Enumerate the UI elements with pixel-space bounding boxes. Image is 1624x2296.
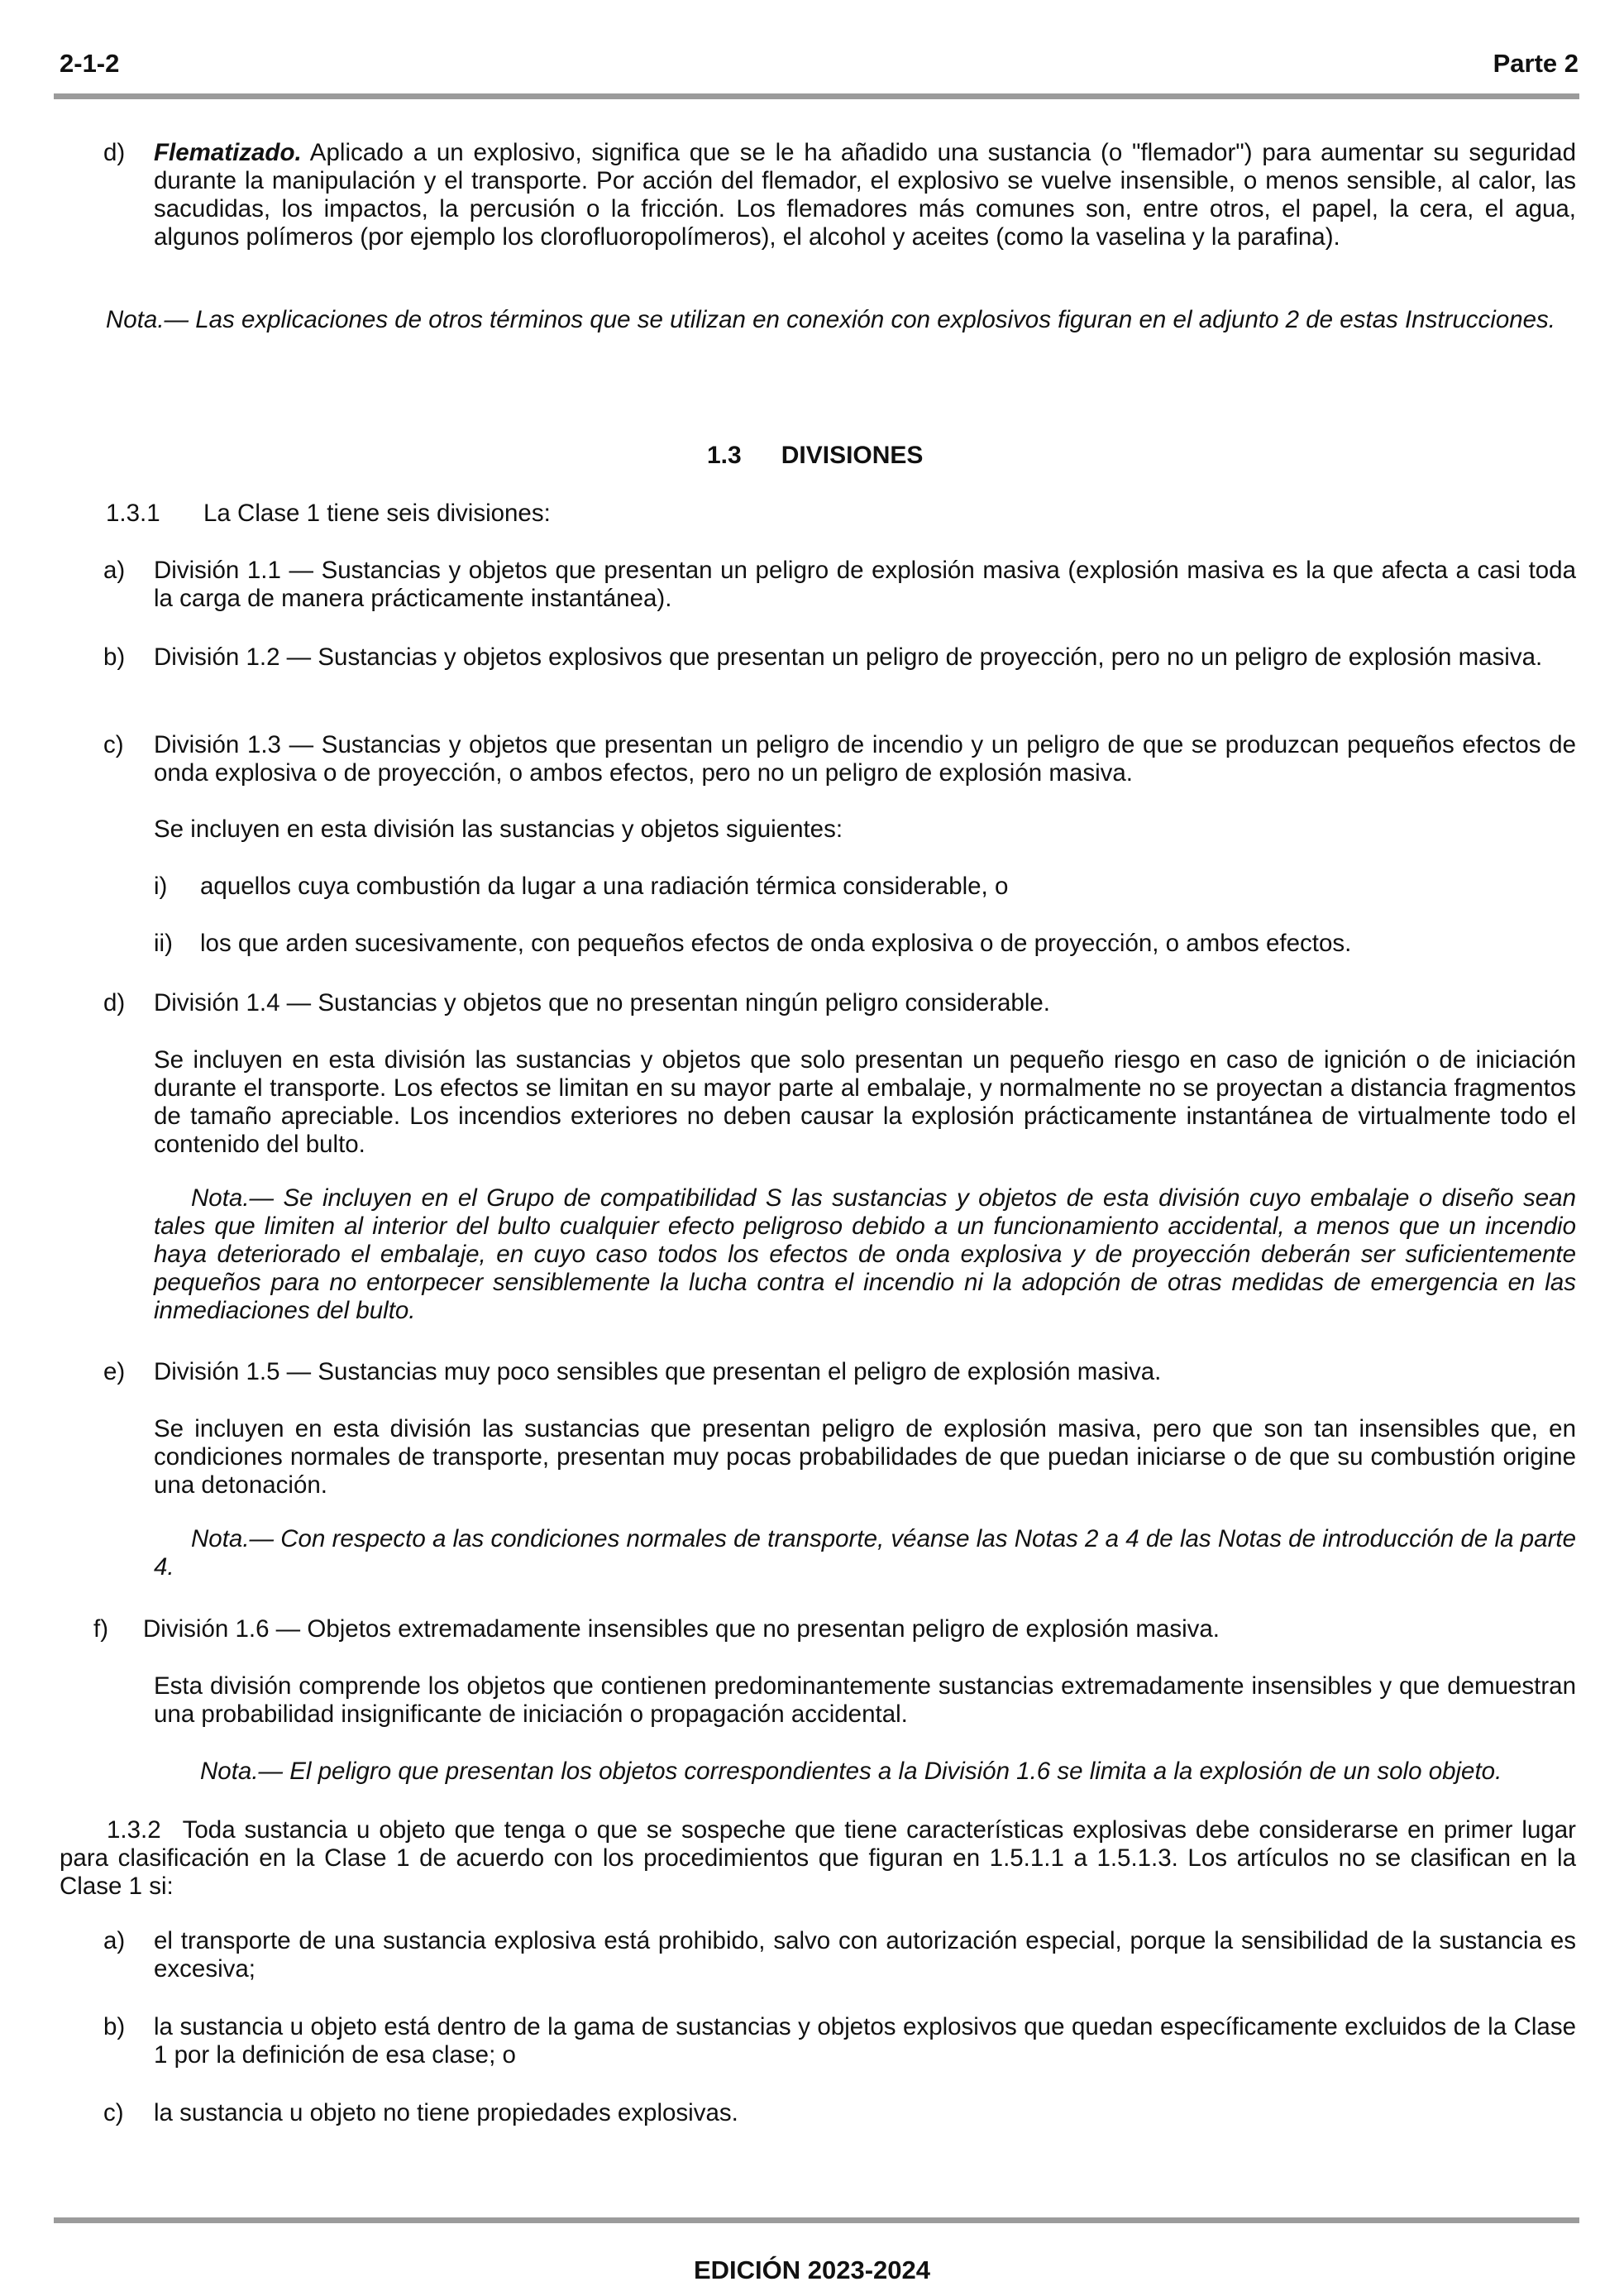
paragraph-text: La Clase 1 tiene seis divisiones:: [203, 500, 551, 527]
definition-body: Aplicado a un explosivo, significa que se le ha añadido una sustancia (o "flemador") para aumentar su seguridad durante la manipulación y el transporte. Por acción del flemador, el explosivo se vuelve insensible, o menos sensible, al calor, las sacudidas, los impactos, la percusión o la fricción. Los flemadores más comunes son, entre otros, el papel, la cera, el agua, algunos polímeros (por ejemplo los clorofluoropolímeros), el alcohol y aceites (como la vaselina y la parafina).: [154, 139, 1576, 251]
division-1-3: División 1.3 — Sustancias y objetos que presentan un peligro de incendio y un peligro de que se produzcan pequeños efectos de onda explosiva o de proyección, o ambos efectos, pero no un peligro de explosión masiva.: [154, 731, 1576, 787]
division-1-6-note: Nota.— El peligro que presentan los objetos correspondientes a la División 1.6 se limita a la explosión de un solo objeto.: [200, 1758, 1502, 1785]
paragraph-number: 1.3.1: [106, 500, 160, 527]
sublist-item: aquellos cuya combustión da lugar a una radiación térmica considerable, o: [200, 873, 1009, 900]
division-1-3-includes: Se incluyen en esta división las sustancias y objetos siguientes:: [154, 816, 843, 843]
division-1-6-includes: Esta división comprende los objetos que contienen predominantemente sustancias extremadamente insensibles y que demuestran una probabilidad insignificante de iniciación o propagación accidental.: [154, 1672, 1576, 1728]
list-marker: f): [93, 1615, 109, 1643]
list-marker: a): [103, 1927, 126, 1954]
condition-item: la sustancia u objeto no tiene propiedades explosivas.: [154, 2099, 738, 2126]
header-rule: [54, 93, 1579, 99]
division-1-1: División 1.1 — Sustancias y objetos que presentan un peligro de explosión masiva (explosión masiva es la que afecta a casi toda la carga de manera prácticamente instantánea).: [154, 557, 1576, 612]
list-marker: d): [103, 989, 126, 1016]
paragraph-text: Toda sustancia u objeto que tenga o que se sospeche que tiene características explosivas debe considerarse en primer lugar para clasificación en la Clase 1 de acuerdo con los procedimientos que figuran en 1.5.1.1 a 1.5.1.3. Los artículos no se clasifican en la Clase 1 si:: [60, 1816, 1576, 1900]
section-title: [707, 442, 923, 470]
part-label: Parte 2: [1493, 49, 1579, 78]
paragraph-number: 1.3.2: [107, 1816, 161, 1844]
list-marker: b): [103, 2013, 126, 2040]
list-marker: a): [103, 557, 126, 584]
footer-rule: [54, 2217, 1579, 2223]
list-marker: b): [103, 643, 126, 671]
definition-text: [154, 139, 1576, 251]
sublist-item: los que arden sucesivamente, con pequeños efectos de onda explosiva o de proyección, o ambos efectos.: [200, 930, 1352, 957]
list-marker: c): [103, 731, 124, 758]
section-number: 1.3: [707, 442, 742, 469]
condition-item: la sustancia u objeto está dentro de la gama de sustancias y objetos explosivos que quedan específicamente excluidos de la Clase 1 por la definición de esa clase; o: [154, 2013, 1576, 2069]
condition-item: el transporte de una sustancia explosiva está prohibido, salvo con autorización especial, porque la sensibilidad de la sustancia es excesiva;: [154, 1927, 1576, 1983]
section-name: DIVISIONES: [781, 442, 924, 469]
paragraph-1-3-2: [60, 1816, 1576, 1901]
division-1-5: División 1.5 — Sustancias muy poco sensibles que presentan el peligro de explosión masiva.: [154, 1358, 1162, 1385]
item-marker: d): [103, 139, 126, 166]
definition-term: Flematizado.: [154, 139, 302, 166]
division-1-4-note: Nota.— Se incluyen en el Grupo de compatibilidad S las sustancias y objetos de esta división cuyo embalaje o diseño sean tales que limiten al interior del bulto cualquier efecto peligroso debido a un funcionamiento accidental, a menos que un incendio haya deteriorado el embalaje, en cuyo caso todos los efectos de onda explosiva y de proyección deberán ser suficientemente pequeños para no entorpecer sensiblemente la lucha contra el incendio ni la adopción de otras medidas de emergencia en las inmediaciones del bulto.: [154, 1184, 1576, 1324]
division-1-4-includes: Se incluyen en esta división las sustancias y objetos que solo presentan un pequeño riesgo en caso de ignición o de iniciación durante el transporte. Los efectos se limitan en su mayor parte al embalaje, y normalmente no se proyectan a distancia fragmentos de tamaño apreciable. Los incendios exteriores no deben causar la explosión prácticamente instantánea de virtualmente todo el contenido del bulto.: [154, 1046, 1576, 1158]
edition-footer: EDICIÓN 2023-2024: [693, 2255, 931, 2284]
division-1-2: División 1.2 — Sustancias y objetos explosivos que presentan un peligro de proyección, pero no un peligro de explosión masiva.: [154, 643, 1543, 671]
division-1-4: División 1.4 — Sustancias y objetos que no presentan ningún peligro considerable.: [154, 989, 1050, 1016]
sublist-marker: ii): [154, 930, 173, 957]
list-marker: c): [103, 2099, 124, 2126]
page-number: 2-1-2: [60, 49, 120, 78]
note-paragraph: Nota.— Las explicaciones de otros términos que se utilizan en conexión con explosivos figuran en el adjunto 2 de estas Instrucciones.: [106, 306, 1555, 333]
sublist-marker: i): [154, 873, 168, 900]
division-1-5-note: Nota.— Con respecto a las condiciones normales de transporte, véanse las Notas 2 a 4 de las Notas de introducción de la parte 4.: [154, 1525, 1576, 1581]
division-1-6: División 1.6 — Objetos extremadamente insensibles que no presentan peligro de explosión masiva.: [143, 1615, 1220, 1643]
list-marker: e): [103, 1358, 126, 1385]
division-1-5-includes: Se incluyen en esta división las sustancias que presentan peligro de explosión masiva, pero que son tan insensibles que, en condiciones normales de transporte, presentan muy pocas probabilidades de que puedan iniciarse o de que su combustión origine una detonación.: [154, 1415, 1576, 1499]
